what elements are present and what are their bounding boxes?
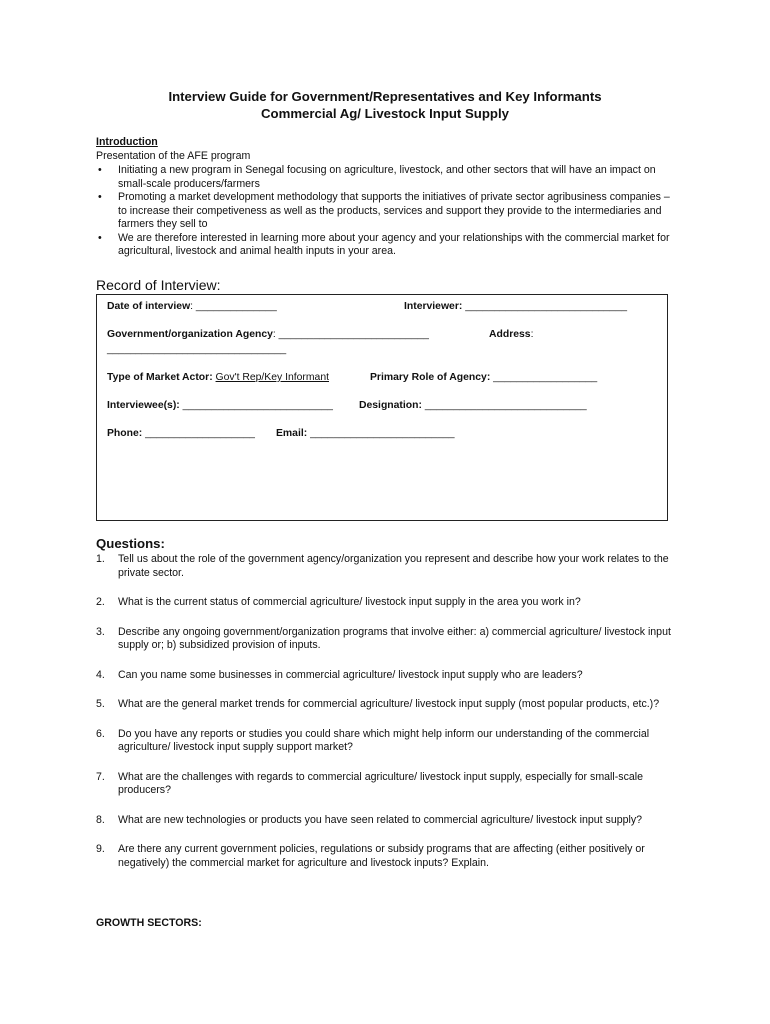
- question-number: 9.: [96, 843, 105, 855]
- bullet-text: Promoting a market development methodology that supports the initiatives of private sector agribusiness companies – to increase their competiveness as well as the products, services and support they provide to the intermediaries and farmers they sell to: [118, 191, 670, 230]
- question-text: Tell us about the role of the government agency/organization you represent and describe how your work relates to the private sector.: [118, 553, 669, 579]
- question-number: 4.: [96, 668, 105, 681]
- address-line[interactable]: _______________________________: [107, 344, 287, 355]
- primary-role-label: Primary Role of Agency:: [370, 372, 491, 383]
- question-text: What are new technologies or products you have seen related to commercial agriculture/ livestock input supply?: [118, 813, 643, 826]
- agency-value: : __________________________: [272, 329, 429, 340]
- primary-role-value: __________________: [490, 372, 598, 383]
- address-value: :: [530, 329, 534, 340]
- question-text: Are there any current government policies, regulations or subsidy programs that are affecting (either positively or negatively) the commercial market for agriculture and livestock inputs? Explain.: [118, 843, 645, 869]
- interviewee-field[interactable]: [107, 399, 333, 413]
- market-actor-field[interactable]: [107, 371, 329, 385]
- bullet-item: [96, 232, 674, 259]
- question-text: What is the current status of commercial agriculture/ livestock input supply in the area you work in?: [118, 596, 581, 608]
- question-item: [96, 771, 674, 798]
- interviewer-label: Interviewer:: [404, 301, 463, 312]
- question-number: 3.: [96, 625, 105, 638]
- question-item: [96, 669, 674, 683]
- question-item: [96, 626, 674, 653]
- document-title: Interview Guide for Government/Representatives and Key Informants: [168, 89, 602, 104]
- interviewee-label: Interviewee(s):: [107, 400, 180, 411]
- designation-value: ____________________________: [421, 400, 587, 411]
- interviewer-value: ____________________________: [462, 301, 628, 312]
- question-item: [96, 843, 674, 870]
- record-of-interview-box: [96, 294, 668, 521]
- bullet-icon: •: [98, 231, 102, 244]
- question-item: [96, 596, 674, 610]
- question-item: [96, 728, 674, 755]
- phone-field[interactable]: [107, 427, 255, 441]
- question-text: Do you have any reports or studies you could share which might help inform our understanding of the commercial agriculture/ livestock input supply support market?: [118, 727, 650, 753]
- question-item: [96, 814, 674, 828]
- agency-field[interactable]: [107, 328, 429, 342]
- question-item: [96, 553, 674, 580]
- address-label: Address: [489, 329, 531, 340]
- document-subtitle: Commercial Ag/ Livestock Input Supply: [261, 106, 509, 121]
- bullet-text: We are therefore interested in learning more about your agency and your relationships with the commercial market for agricultural, livestock and animal health inputs in your area.: [118, 231, 670, 257]
- question-number: 1.: [96, 553, 105, 565]
- bullet-icon: •: [98, 191, 102, 203]
- interviewer-field[interactable]: [404, 300, 627, 314]
- designation-field[interactable]: [359, 399, 587, 413]
- record-of-interview-heading: Record of Interview:: [96, 277, 221, 293]
- phone-label: Phone:: [107, 428, 143, 439]
- introduction-subheading: Presentation of the AFE program: [96, 150, 251, 162]
- agency-label: Government/organization Agency: [107, 329, 273, 340]
- questions-list: [96, 553, 674, 886]
- primary-role-field[interactable]: [370, 371, 597, 385]
- question-item: [96, 698, 674, 712]
- questions-heading: Questions:: [96, 536, 165, 551]
- growth-sectors-heading: GROWTH SECTORS:: [96, 917, 202, 929]
- bullet-item: [96, 164, 674, 191]
- interviewee-value: __________________________: [179, 400, 333, 411]
- question-number: 5.: [96, 698, 105, 710]
- email-value: _________________________: [307, 428, 455, 439]
- email-label: Email:: [276, 428, 308, 439]
- market-actor-value: Gov't Rep/Key Informant: [215, 372, 329, 383]
- bullet-text: Initiating a new program in Senegal focusing on agriculture, livestock, and other sectors that will have an impact on small-scale producers/farmers: [118, 164, 656, 190]
- question-text: Describe any ongoing government/organization programs that involve either: a) commercial agriculture/ livestock input supply or; b) subsidized provision of inputs.: [118, 625, 671, 651]
- phone-value: ___________________: [142, 428, 255, 439]
- question-number: 6.: [96, 727, 105, 740]
- question-number: 2.: [96, 596, 105, 608]
- designation-label: Designation:: [359, 400, 422, 411]
- bullet-icon: •: [98, 164, 102, 176]
- question-text: What are the general market trends for commercial agriculture/ livestock input supply (most popular products, etc.)?: [118, 698, 660, 710]
- question-text: What are the challenges with regards to commercial agriculture/ livestock input supply, especially for small-scale producers?: [118, 770, 644, 796]
- email-field[interactable]: [276, 427, 455, 441]
- market-actor-label: Type of Market Actor:: [107, 372, 213, 383]
- question-number: 8.: [96, 813, 105, 826]
- introduction-heading: Introduction: [96, 136, 158, 148]
- date-of-interview-value: : ______________: [190, 301, 277, 312]
- date-of-interview-field[interactable]: [107, 300, 277, 314]
- question-number: 7.: [96, 770, 105, 783]
- introduction-bullet-list: [96, 164, 674, 259]
- address-field[interactable]: [489, 328, 533, 342]
- question-text: Can you name some businesses in commercial agriculture/ livestock input supply who are leaders?: [118, 668, 583, 681]
- bullet-item: [96, 191, 674, 232]
- date-of-interview-label: Date of interview: [107, 301, 191, 312]
